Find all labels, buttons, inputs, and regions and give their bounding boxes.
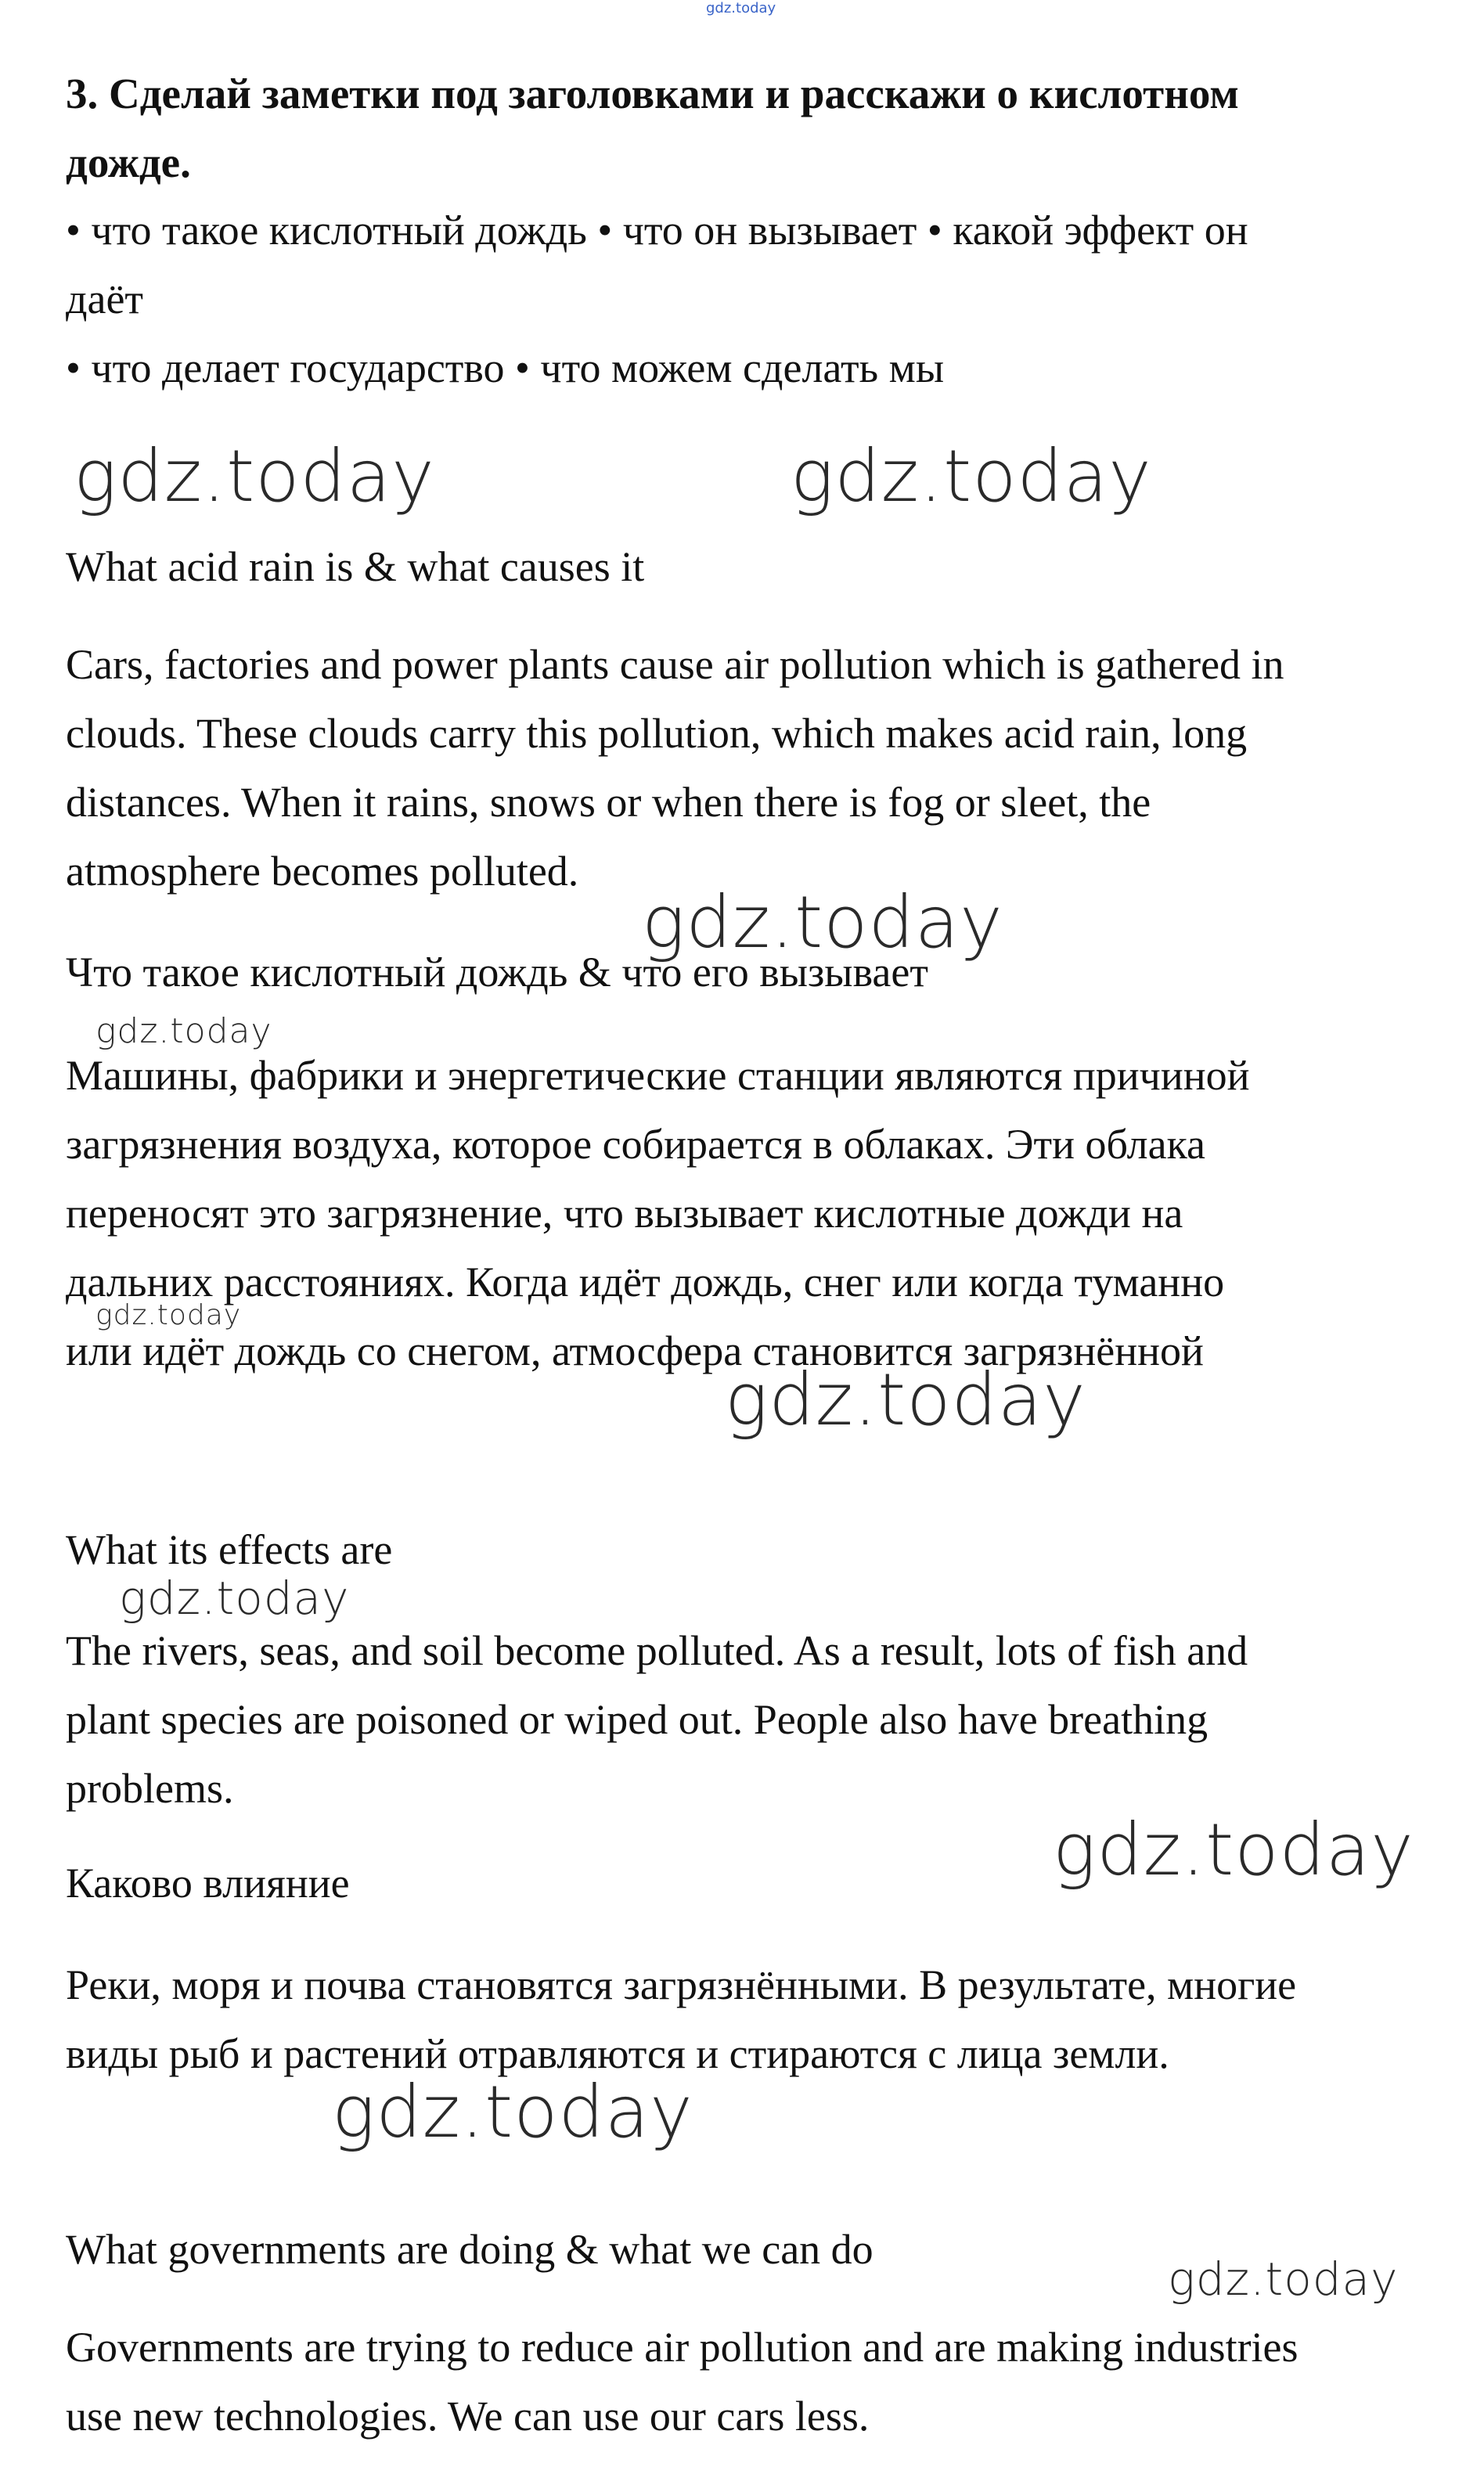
body-line: The rivers, seas, and soil become polluted. As a result, lots of fish and: [66, 1627, 1248, 1674]
body-line: clouds. These clouds carry this pollution, which makes acid rain, long: [66, 710, 1248, 757]
watermark: gdz.today: [332, 2070, 693, 2154]
task-prompt-line: • что такое кислотный дождь • что он вызывает • какой эффект он: [66, 207, 1248, 254]
watermark: gdz.today: [1168, 2253, 1399, 2306]
watermark-top: gdz.today: [706, 0, 776, 16]
body-line: atmosphere becomes polluted.: [66, 848, 579, 895]
body-line: problems.: [66, 1765, 234, 1812]
body-line: Cars, factories and power plants cause air pollution which is gathered in: [66, 641, 1284, 688]
watermark: gdz.today: [119, 1572, 350, 1625]
watermark: gdz.today: [642, 880, 1003, 964]
watermark: gdz.today: [725, 1358, 1086, 1442]
watermark: gdz.today: [1053, 1808, 1414, 1892]
body-line: use new technologies. We can use our cars less.: [66, 2393, 870, 2440]
task-title-line: дожде.: [66, 139, 191, 186]
body-line: или идёт дождь со снегом, атмосфера становится загрязнённой: [66, 1327, 1204, 1374]
watermark: gdz.today: [74, 434, 435, 518]
task-prompt: [66, 196, 1412, 402]
section-body: [66, 630, 1412, 906]
section-heading: Что такое кислотный дождь & что его вызывает: [66, 949, 928, 996]
body-line: дальних расстояниях. Когда идёт дождь, снег или когда туманно: [66, 1259, 1225, 1305]
body-line: загрязнения воздуха, которое собирается в облаках. Эти облака: [66, 1121, 1205, 1168]
body-line: Governments are trying to reduce air pollution and are making industries: [66, 2324, 1298, 2371]
watermark: gdz.today: [791, 434, 1152, 518]
section-heading: What acid rain is & what causes it: [66, 543, 645, 590]
task-prompt-line: • что делает государство • что можем сделать мы: [66, 344, 945, 391]
section-heading: Каково влияние: [66, 1860, 350, 1907]
section-body: [66, 1041, 1412, 1385]
body-line: Машины, фабрики и энергетические станции являются причиной: [66, 1052, 1250, 1099]
section-body: [66, 1950, 1412, 2088]
task-title: [66, 59, 1412, 197]
section-body: [66, 1616, 1412, 1823]
body-line: distances. When it rains, snows or when there is fog or sleet, the: [66, 779, 1151, 826]
task-prompt-line: даёт: [66, 275, 144, 322]
task-title-line: 3. Сделай заметки под заголовками и расскажи о кислотном: [66, 70, 1239, 117]
watermark: gdz.today: [95, 1299, 242, 1331]
section-heading: What governments are doing & what we can do: [66, 2226, 873, 2273]
body-line: plant species are poisoned or wiped out. People also have breathing: [66, 1696, 1208, 1743]
section-body: [66, 2313, 1412, 2451]
body-line: Реки, моря и почва становятся загрязнёнными. В результате, многие: [66, 1961, 1297, 2008]
body-line: переносят это загрязнение, что вызывает кислотные дожди на: [66, 1190, 1183, 1237]
section-heading: What its effects are: [66, 1526, 393, 1573]
watermark: gdz.today: [95, 1011, 272, 1051]
body-line: виды рыб и растений отравляются и стираются с лица земли.: [66, 2030, 1169, 2077]
